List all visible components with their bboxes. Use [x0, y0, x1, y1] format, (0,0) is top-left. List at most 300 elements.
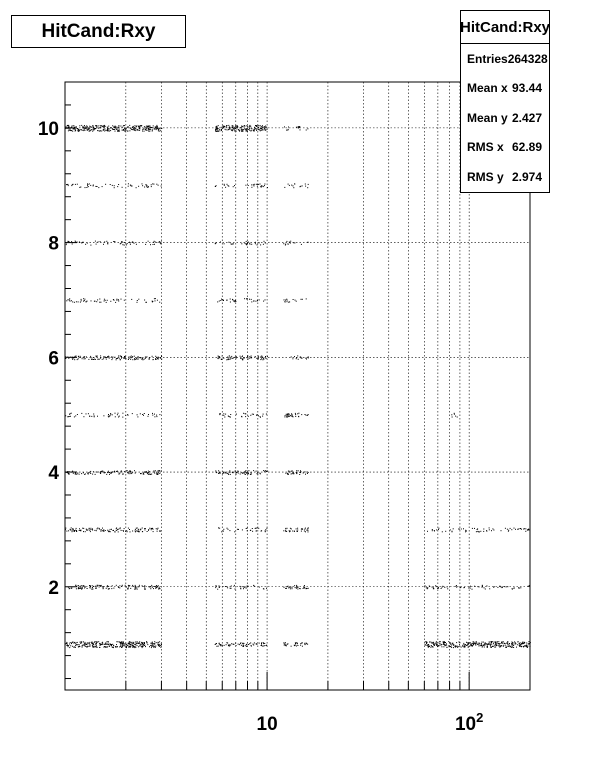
data-point: [117, 641, 118, 642]
data-point: [146, 185, 147, 186]
data-point: [92, 474, 93, 475]
stats-value: 93.44: [511, 81, 542, 96]
data-point: [306, 588, 307, 589]
data-point: [230, 474, 231, 475]
data-point: [241, 129, 242, 130]
data-point: [512, 644, 513, 645]
data-point: [509, 643, 510, 644]
data-point: [307, 644, 308, 645]
data-point: [106, 359, 107, 360]
data-point: [106, 241, 107, 242]
data-point: [144, 359, 145, 360]
data-point: [253, 470, 254, 471]
data-point: [153, 244, 154, 245]
data-point: [158, 129, 159, 130]
data-point: [116, 644, 117, 645]
data-point: [229, 355, 230, 356]
data-point: [218, 356, 219, 357]
data-point: [305, 184, 306, 185]
data-point: [225, 586, 226, 587]
data-point: [70, 301, 71, 302]
data-point: [112, 647, 113, 648]
data-point: [97, 130, 98, 131]
data-point: [154, 244, 155, 245]
data-point: [441, 588, 442, 589]
data-point: [265, 470, 266, 471]
data-point: [230, 129, 231, 130]
data-point: [304, 529, 305, 530]
data-point: [513, 645, 514, 646]
data-point: [296, 585, 297, 586]
data-point: [89, 646, 90, 647]
data-point: [292, 588, 293, 589]
data-point: [116, 530, 117, 531]
data-point: [131, 473, 132, 474]
data-point: [159, 644, 160, 645]
data-point: [292, 531, 293, 532]
data-point: [88, 413, 89, 414]
data-point: [458, 646, 459, 647]
data-point: [88, 642, 89, 643]
data-point: [428, 647, 429, 648]
data-point: [477, 528, 478, 529]
data-point: [229, 357, 230, 358]
data-point: [286, 417, 287, 418]
data-point: [81, 300, 82, 301]
data-point: [234, 357, 235, 358]
data-point: [437, 646, 438, 647]
data-point: [144, 131, 145, 132]
data-point: [155, 298, 156, 299]
data-point: [158, 242, 159, 243]
data-point: [78, 358, 79, 359]
data-point: [288, 244, 289, 245]
data-point: [229, 359, 230, 360]
data-point: [307, 528, 308, 529]
data-point: [89, 131, 90, 132]
data-point: [292, 358, 293, 359]
data-point: [71, 241, 72, 242]
data-point: [443, 646, 444, 647]
data-point: [67, 125, 68, 126]
data-point: [294, 585, 295, 586]
data-point: [78, 129, 79, 130]
data-point: [148, 586, 149, 587]
data-point: [123, 642, 124, 643]
data-point: [118, 641, 119, 642]
data-point: [142, 643, 143, 644]
data-point: [129, 358, 130, 359]
data-point: [106, 647, 107, 648]
data-point: [242, 529, 243, 530]
data-point: [72, 471, 73, 472]
data-point: [438, 587, 439, 588]
data-point: [149, 357, 150, 358]
data-point: [159, 587, 160, 588]
data-point: [285, 531, 286, 532]
data-point: [80, 356, 81, 357]
data-point: [95, 128, 96, 129]
data-point: [300, 643, 301, 644]
data-point: [528, 586, 529, 587]
data-point: [286, 130, 287, 131]
data-point: [524, 528, 525, 529]
data-point: [492, 641, 493, 642]
data-point: [121, 530, 122, 531]
data-point: [439, 643, 440, 644]
data-point: [300, 645, 301, 646]
data-point: [259, 643, 260, 644]
data-point: [518, 587, 519, 588]
data-point: [110, 644, 111, 645]
data-point: [218, 470, 219, 471]
data-point: [432, 530, 433, 531]
data-point: [451, 414, 452, 415]
data-point: [105, 646, 106, 647]
data-point: [74, 359, 75, 360]
data-point: [106, 644, 107, 645]
data-point: [119, 528, 120, 529]
data-point: [254, 128, 255, 129]
data-point: [215, 130, 216, 131]
data-point: [84, 358, 85, 359]
y-tick-label: 10: [37, 118, 59, 140]
data-point: [93, 414, 94, 415]
data-point: [287, 301, 288, 302]
data-point: [97, 299, 98, 300]
data-point: [86, 128, 87, 129]
data-point: [135, 529, 136, 530]
data-point: [233, 301, 234, 302]
data-point: [245, 243, 246, 244]
data-point: [249, 299, 250, 300]
data-point: [98, 472, 99, 473]
data-point: [87, 184, 88, 185]
data-point: [474, 528, 475, 529]
data-point: [520, 646, 521, 647]
data-point: [79, 187, 80, 188]
data-point: [250, 126, 251, 127]
data-point: [487, 647, 488, 648]
data-point: [305, 186, 306, 187]
data-point: [247, 129, 248, 130]
data-point: [433, 587, 434, 588]
data-point: [494, 586, 495, 587]
data-point: [216, 185, 217, 186]
data-point: [77, 128, 78, 129]
data-point: [434, 644, 435, 645]
data-point: [230, 417, 231, 418]
data-point: [92, 530, 93, 531]
data-point: [130, 127, 131, 128]
data-point: [134, 129, 135, 130]
data-point: [91, 127, 92, 128]
data-point: [77, 642, 78, 643]
data-point: [81, 413, 82, 414]
data-point: [258, 528, 259, 529]
data-point: [228, 242, 229, 243]
data-point: [118, 356, 119, 357]
data-point: [134, 125, 135, 126]
data-point: [114, 187, 115, 188]
data-point: [115, 131, 116, 132]
data-point: [140, 645, 141, 646]
data-point: [485, 642, 486, 643]
data-point: [78, 587, 79, 588]
data-point: [101, 585, 102, 586]
data-point: [128, 528, 129, 529]
data-point: [146, 186, 147, 187]
data-point: [130, 244, 131, 245]
data-point: [263, 646, 264, 647]
data-point: [450, 646, 451, 647]
data-point: [287, 586, 288, 587]
data-point: [228, 185, 229, 186]
data-point: [130, 471, 131, 472]
data-point: [104, 644, 105, 645]
data-point: [307, 128, 308, 129]
data-point: [74, 531, 75, 532]
data-point: [69, 300, 70, 301]
data-point: [129, 585, 130, 586]
data-point: [119, 131, 120, 132]
data-point: [137, 416, 138, 417]
data-point: [83, 472, 84, 473]
data-point: [157, 127, 158, 128]
data-point: [130, 242, 131, 243]
data-point: [466, 645, 467, 646]
data-point: [145, 589, 146, 590]
data-point: [493, 646, 494, 647]
data-point: [117, 646, 118, 647]
data-point: [76, 528, 77, 529]
data-point: [108, 128, 109, 129]
data-point: [233, 243, 234, 244]
data-point: [138, 359, 139, 360]
data-point: [159, 646, 160, 647]
data-point: [284, 416, 285, 417]
data-point: [124, 644, 125, 645]
data-point: [70, 130, 71, 131]
data-point: [158, 528, 159, 529]
stats-title: HitCand:Rxy: [461, 11, 549, 44]
data-point: [237, 125, 238, 126]
data-point: [108, 131, 109, 132]
data-point: [294, 184, 295, 185]
data-point: [433, 643, 434, 644]
data-point: [300, 356, 301, 357]
data-point: [449, 645, 450, 646]
data-point: [240, 358, 241, 359]
data-point: [462, 646, 463, 647]
data-point: [114, 241, 115, 242]
data-point: [155, 300, 156, 301]
data-point: [134, 358, 135, 359]
data-point: [87, 643, 88, 644]
data-point: [99, 587, 100, 588]
data-point: [93, 185, 94, 186]
data-point: [263, 643, 264, 644]
data-point: [68, 645, 69, 646]
data-point: [118, 413, 119, 414]
data-point: [118, 125, 119, 126]
data-point: [112, 125, 113, 126]
data-point: [284, 587, 285, 588]
data-point: [114, 185, 115, 186]
data-point: [76, 530, 77, 531]
data-point: [89, 585, 90, 586]
data-point: [79, 528, 80, 529]
data-point: [86, 125, 87, 126]
data-point: [289, 301, 290, 302]
data-point: [249, 125, 250, 126]
data-point: [296, 473, 297, 474]
data-point: [69, 416, 70, 417]
data-point: [144, 645, 145, 646]
data-point: [67, 473, 68, 474]
data-point: [81, 641, 82, 642]
data-point: [264, 129, 265, 130]
data-point: [456, 642, 457, 643]
data-point: [84, 474, 85, 475]
data-point: [68, 130, 69, 131]
data-point: [68, 530, 69, 531]
data-point: [514, 641, 515, 642]
data-point: [478, 645, 479, 646]
data-point: [292, 415, 293, 416]
data-point: [266, 471, 267, 472]
data-point: [137, 586, 138, 587]
data-point: [485, 589, 486, 590]
data-point: [219, 528, 220, 529]
data-point: [126, 647, 127, 648]
data-point: [244, 125, 245, 126]
data-point: [217, 301, 218, 302]
data-point: [308, 356, 309, 357]
data-point: [246, 125, 247, 126]
data-point: [221, 359, 222, 360]
data-point: [219, 643, 220, 644]
data-point: [114, 531, 115, 532]
data-point: [148, 472, 149, 473]
data-point: [153, 184, 154, 185]
data-point: [287, 473, 288, 474]
data-point: [93, 586, 94, 587]
data-point: [148, 416, 149, 417]
data-point: [255, 301, 256, 302]
data-point: [264, 185, 265, 186]
data-point: [247, 585, 248, 586]
data-point: [83, 357, 84, 358]
data-point: [96, 301, 97, 302]
data-point: [284, 301, 285, 302]
data-point: [291, 474, 292, 475]
data-point: [152, 183, 153, 184]
data-point: [238, 471, 239, 472]
data-point: [297, 530, 298, 531]
data-point: [151, 474, 152, 475]
data-point: [138, 299, 139, 300]
data-point: [130, 646, 131, 647]
stats-row-entries: [461, 44, 549, 74]
data-point: [218, 473, 219, 474]
data-point: [496, 645, 497, 646]
data-point: [299, 126, 300, 127]
data-point: [124, 128, 125, 129]
data-point: [126, 646, 127, 647]
data-point: [511, 529, 512, 530]
data-point: [294, 645, 295, 646]
data-point: [82, 127, 83, 128]
data-point: [144, 187, 145, 188]
data-point: [67, 184, 68, 185]
data-point: [241, 243, 242, 244]
data-point: [106, 588, 107, 589]
data-point: [121, 241, 122, 242]
data-point: [93, 130, 94, 131]
data-point: [291, 356, 292, 357]
data-point: [266, 588, 267, 589]
data-point: [302, 358, 303, 359]
data-point: [223, 529, 224, 530]
data-point: [265, 299, 266, 300]
data-point: [158, 585, 159, 586]
data-point: [308, 472, 309, 473]
data-point: [153, 647, 154, 648]
data-point: [94, 642, 95, 643]
stats-label: Mean y: [467, 110, 508, 125]
y-tick-label: 6: [48, 348, 59, 370]
data-point: [84, 128, 85, 129]
data-point: [130, 185, 131, 186]
data-point: [128, 472, 129, 473]
data-point: [81, 585, 82, 586]
data-point: [111, 359, 112, 360]
data-point: [75, 184, 76, 185]
data-point: [242, 126, 243, 127]
data-point: [467, 642, 468, 643]
data-point: [100, 125, 101, 126]
data-point: [87, 588, 88, 589]
data-point: [261, 643, 262, 644]
x-tick-label: $10^2$: [454, 710, 484, 735]
data-point: [252, 531, 253, 532]
data-point: [87, 644, 88, 645]
data-point: [132, 356, 133, 357]
data-point: [110, 130, 111, 131]
data-point: [453, 645, 454, 646]
data-point: [306, 130, 307, 131]
data-point: [432, 643, 433, 644]
data-point: [265, 129, 266, 130]
data-point: [255, 125, 256, 126]
data-point: [154, 241, 155, 242]
data-point: [103, 530, 104, 531]
data-point: [486, 585, 487, 586]
data-point: [86, 301, 87, 302]
data-point: [90, 245, 91, 246]
data-point: [151, 184, 152, 185]
data-point: [136, 126, 137, 127]
data-point: [157, 529, 158, 530]
data-point: [131, 645, 132, 646]
data-point: [495, 642, 496, 643]
data-point: [128, 589, 129, 590]
data-point: [90, 473, 91, 474]
data-point: [121, 641, 122, 642]
data-point: [81, 473, 82, 474]
data-point: [157, 128, 158, 129]
